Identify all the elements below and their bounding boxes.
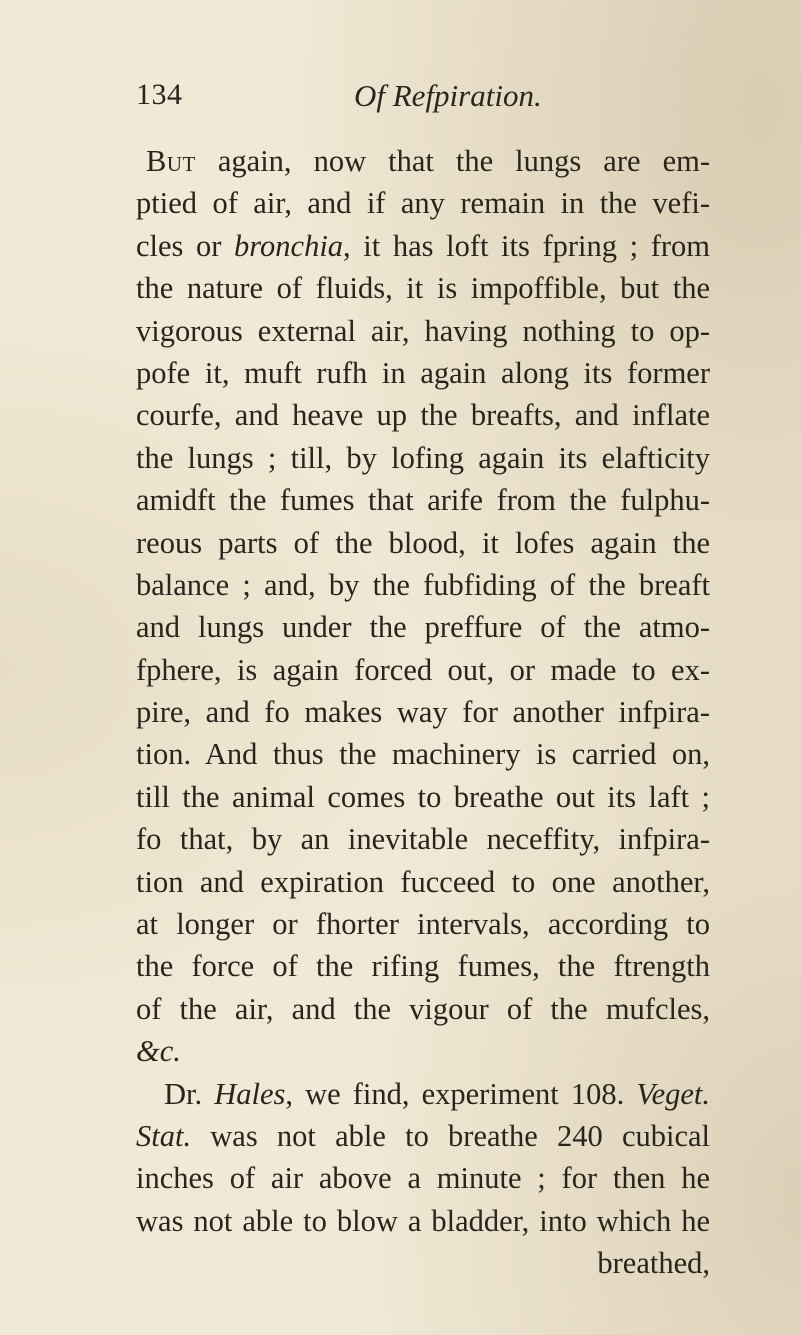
text-line: the nature of fluids, it is impoffible, but the: [136, 271, 710, 306]
line-text: cles or: [136, 228, 235, 263]
text-line: till the animal comes to breathe out its laft ;: [136, 779, 710, 814]
italic-title: Stat.: [136, 1118, 192, 1153]
text-line: balance ; and, by the fubfiding of the breaft: [136, 567, 710, 602]
running-head: Of Refpiration.: [354, 78, 542, 113]
italic-title: Veget.: [636, 1076, 711, 1111]
italic-abbrev: &c.: [136, 1034, 181, 1069]
line-text: was not able to breathe 240 cubical: [191, 1118, 710, 1153]
text-line: fo that, by an inevitable neceffity, infpira-: [136, 822, 710, 857]
line-text: Dr.: [164, 1076, 215, 1111]
line-text: , it has loft its fpring ; from: [343, 228, 711, 263]
text-line: [136, 1030, 710, 1072]
text-line: pire, and fo makes way for another infpira-: [136, 695, 710, 730]
text-line: vigorous external air, having nothing to op-: [136, 313, 710, 348]
page-header: [136, 78, 696, 128]
text-line: the lungs ; till, by lofing again its elafticity: [136, 440, 710, 475]
italic-name: Hales: [214, 1076, 286, 1111]
line-text: again, now that the lungs are em-: [195, 144, 710, 178]
text-line: ptied of air, and if any remain in the vefi-: [136, 186, 710, 221]
text-line: of the air, and the vigour of the mufcles,: [136, 991, 710, 1026]
text-line: [136, 140, 710, 182]
body-text: [136, 140, 710, 1285]
text-line: [136, 225, 710, 267]
page-number: 134: [136, 78, 183, 111]
text-line: was not able to blow a bladder, into which he: [136, 1203, 710, 1238]
text-line: [136, 1073, 710, 1115]
text-line: [136, 1115, 710, 1157]
catchword: breathed,: [597, 1246, 710, 1281]
text-line: at longer or fhorter intervals, according to: [136, 907, 710, 942]
text-line: tion and expiration fucceed to one another,: [136, 864, 710, 899]
text-line: the force of the rifing fumes, the ftrength: [136, 949, 710, 984]
line-text: , we find, experiment 108.: [285, 1076, 637, 1111]
text-line: and lungs under the preffure of the atmo-: [136, 610, 710, 645]
text-line: fphere, is again forced out, or made to ex-: [136, 652, 710, 687]
text-line: inches of air above a minute ; for then he: [136, 1161, 710, 1196]
text-line: courfe, and heave up the breafts, and inflate: [136, 398, 710, 433]
small-caps-lead: But: [146, 144, 196, 178]
text-line: reous parts of the blood, it lofes again the: [136, 525, 710, 560]
text-line: tion. And thus the machinery is carried on,: [136, 737, 710, 772]
text-line: amidft the fumes that arife from the fulphu-: [136, 483, 710, 518]
italic-term: bronchia: [234, 228, 344, 263]
text-line: pofe it, muft rufh in again along its former: [136, 355, 710, 390]
